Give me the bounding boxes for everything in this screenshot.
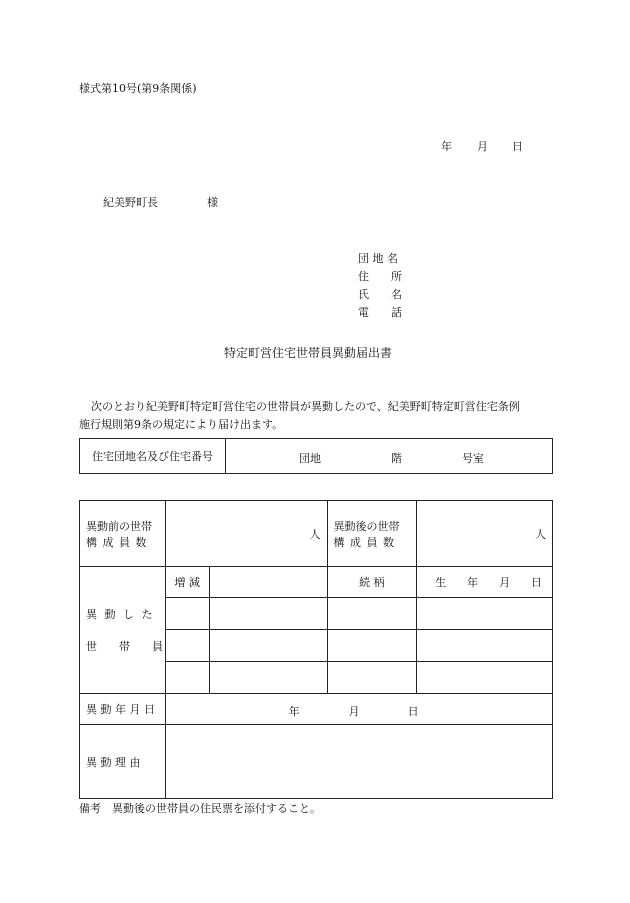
change-date-year: 年: [288, 704, 300, 718]
col-relation-header: 続 柄: [327, 567, 417, 598]
change-date-label: 異 動 年 月 日: [80, 694, 166, 725]
changed-label-line1: 異 動 し た: [86, 608, 155, 621]
danchi-label: 団地: [299, 452, 321, 465]
date-day-label: 日: [512, 140, 523, 153]
changed-label-line2: 世 帯 員: [86, 640, 163, 653]
addressee-honorific: 様: [207, 196, 218, 209]
remarks: 備考 異動後の世帯員の住民票を添付すること。: [79, 802, 321, 815]
before-label-line1: 異動前の世帯: [86, 519, 152, 533]
housing-value-cell: [226, 439, 553, 474]
change-table: [79, 500, 553, 799]
field-phone: 電 話: [358, 306, 402, 319]
after-count-value: 人: [417, 501, 553, 567]
date-year-label: 年: [441, 140, 452, 153]
after-label-line2: 構 成 員 数: [333, 535, 396, 549]
after-label-line1: 異動後の世帯: [333, 519, 400, 533]
birth-day: 日: [530, 576, 542, 589]
birth-sei: 生: [435, 576, 447, 589]
form-number: 様式第10号(第9条関係): [79, 82, 197, 95]
birth-year: 年: [467, 576, 479, 589]
birth-month: 月: [499, 576, 511, 589]
change-date-month: 月: [348, 704, 360, 718]
changed-members-label: [80, 567, 166, 694]
name-header-cell: [209, 567, 327, 598]
addressee-name: 紀美野町長: [103, 196, 158, 209]
change-reason-label: 異 動 理 由: [80, 725, 166, 799]
change-reason-value: [165, 725, 552, 799]
change-date-value: [165, 694, 552, 725]
before-count-value: 人: [165, 501, 327, 567]
body-line-1: 次のとおり紀美野町特定町営住宅の世帯員が異動したので、紀美野町特定町営住宅条例: [91, 400, 520, 413]
before-count-label: [80, 501, 166, 567]
housing-table: [79, 438, 553, 474]
field-name: 氏 名: [358, 288, 402, 301]
field-complex-name: 団 地 名: [358, 252, 398, 265]
col-increase-header: 増 減: [165, 567, 209, 598]
date-month-label: 月: [477, 140, 488, 153]
document-title: 特定町営住宅世帯員異動届出書: [224, 346, 393, 360]
housing-label: 住宅団地名及び住宅番号: [80, 439, 226, 474]
after-count-label: [327, 501, 417, 567]
field-address: 住 所: [358, 270, 402, 283]
kai-label: 階: [391, 452, 402, 465]
goshitsu-label: 号室: [462, 452, 484, 465]
col-birth-header: [417, 567, 553, 598]
change-date-day: 日: [407, 704, 419, 718]
body-line-2: 施行規則第9条の規定により届け出ます。: [79, 418, 284, 431]
before-label-line2: 構 成 員 数: [86, 535, 148, 549]
